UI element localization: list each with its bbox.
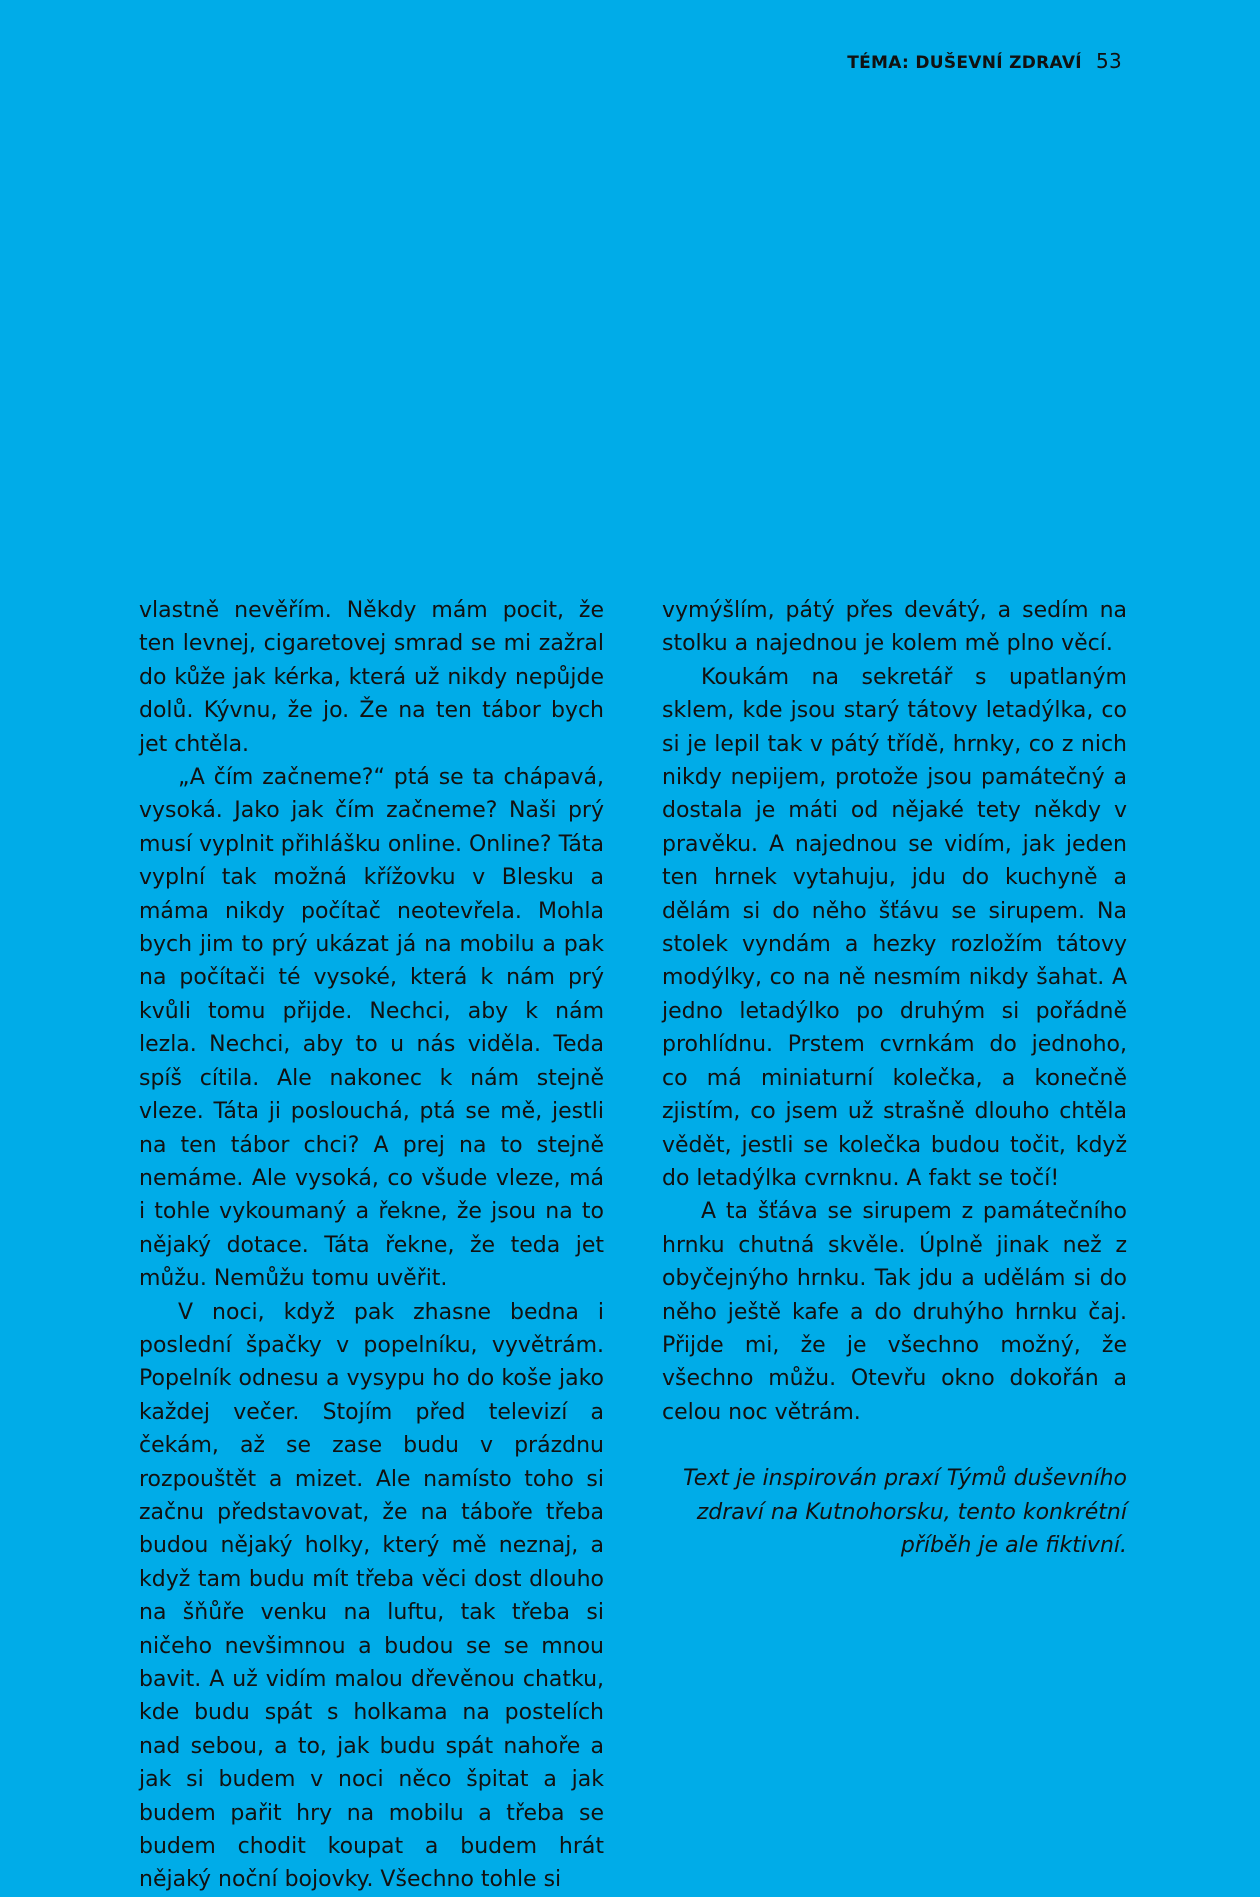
paragraph: vymýšlím, pátý přes devátý, a sedím na stolku a najednou je kolem mě plno věcí. bbox=[662, 598, 1127, 657]
running-header bbox=[820, 47, 1122, 77]
paragraph: A ta šťáva se sirupem z památečního hrnku chutná skvěle. Úplně jinak než z obyčejnýho hrnku. Tak jdu a udělám si do něho ještě kafe a do druhýho hrnku čaj. Přijde mi, že je všechno možný, že všechno můžu. Otevřu okno dokořán a celou noc větrám. bbox=[662, 1199, 1127, 1425]
text-column-left bbox=[139, 594, 604, 1897]
paragraph: vlastně nevěřím. Někdy mám pocit, že ten levnej, cigaretovej smrad se mi zažral do kůže jak kérka, která už nikdy nepůjde dolů. Kývnu, že jo. Že na ten tábor bych jet chtěla. bbox=[139, 598, 604, 757]
page-number: 53 bbox=[1095, 49, 1122, 73]
paragraph: Koukám na sekretář s upatlaným sklem, kde jsou starý tátovy letadýlka, co si je lepil tak v pátý třídě, hrnky, co z nich nikdy nepijem, protože jsou památečný a dostala je máti od nějaké tety někdy v pravěku. A najednou se vidím, jak jeden ten hrnek vytahuju, jdu do kuchyně a dělám si do něho šťávu se sirupem. Na stolek vyndám a hezky rozložím tátovy modýlky, co na ně nesmím nikdy šahat. A jedno letadýlko po druhým si pořádně prohlídnu. Prstem cvrnkám do jednoho, co má miniaturní kolečka, a konečně zjistím, co jsem už strašně dlouho chtěla vědět, jestli se kolečka budou točit, když do letadýlka cvrnknu. A fakt se točí! bbox=[662, 664, 1127, 1191]
paragraph: „A čím začneme?“ ptá se ta chápavá, vysoká. Jako jak čím začneme? Naši prý musí vyplnit přihlášku online. Online? Táta vyplní tak možná křížovku v Blesku a máma nikdy počítač neotevřela. Mohla bych jim to prý ukázat já na mobilu a pak na počítači té vysoké, která k nám prý kvůli tomu přijde. Nechci, aby k nám lezla. Nechci, aby to u nás viděla. Teda spíš cítila. Ale nakonec k nám stejně vleze. Táta ji poslouchá, ptá se mě, jestli na ten tábor chci? A prej na to stejně nemáme. Ale vysoká, co všude vleze, má i tohle vykoumaný a řekne, že jsou na to nějaký dotace. Táta řekne, že teda jet můžu. Nemůžu tomu uvěřit. bbox=[139, 765, 604, 1292]
paragraph: V noci, když pak zhasne bedna i poslední špačky v popelníku, vyvětrám. Popelník odnesu a vysypu ho do koše jako každej večer. Stojím před televizí a čekám, až se zase budu v prázdnu rozpouštět a mizet. Ale namísto toho si začnu představovat, že na táboře třeba budou nějaký holky, který mě neznaj, a když tam budu mít třeba věci dost dlouho na šňůře venku na luftu, tak třeba si ničeho nevšimnou a budou se se mnou bavit. A už vidím malou dřevěnou chatku, kde budu spát s holkama na postelích nad sebou, a to, jak budu spát nahoře a jak si budem v noci něco špitat a jak budem pařit hry na mobilu a třeba se budem chodit koupat a budem hrát nějaký noční bojovky. Všechno tohle si bbox=[139, 1299, 604, 1893]
author-note: Text je inspirován praxí Týmů duševního zdraví na Kutnohorsku, tento konkrétní příběh je ale fiktivní. bbox=[683, 1466, 1127, 1558]
section-title: TÉMA: DUŠEVNÍ ZDRAVÍ bbox=[847, 53, 1082, 73]
text-column-right bbox=[662, 594, 1127, 1562]
